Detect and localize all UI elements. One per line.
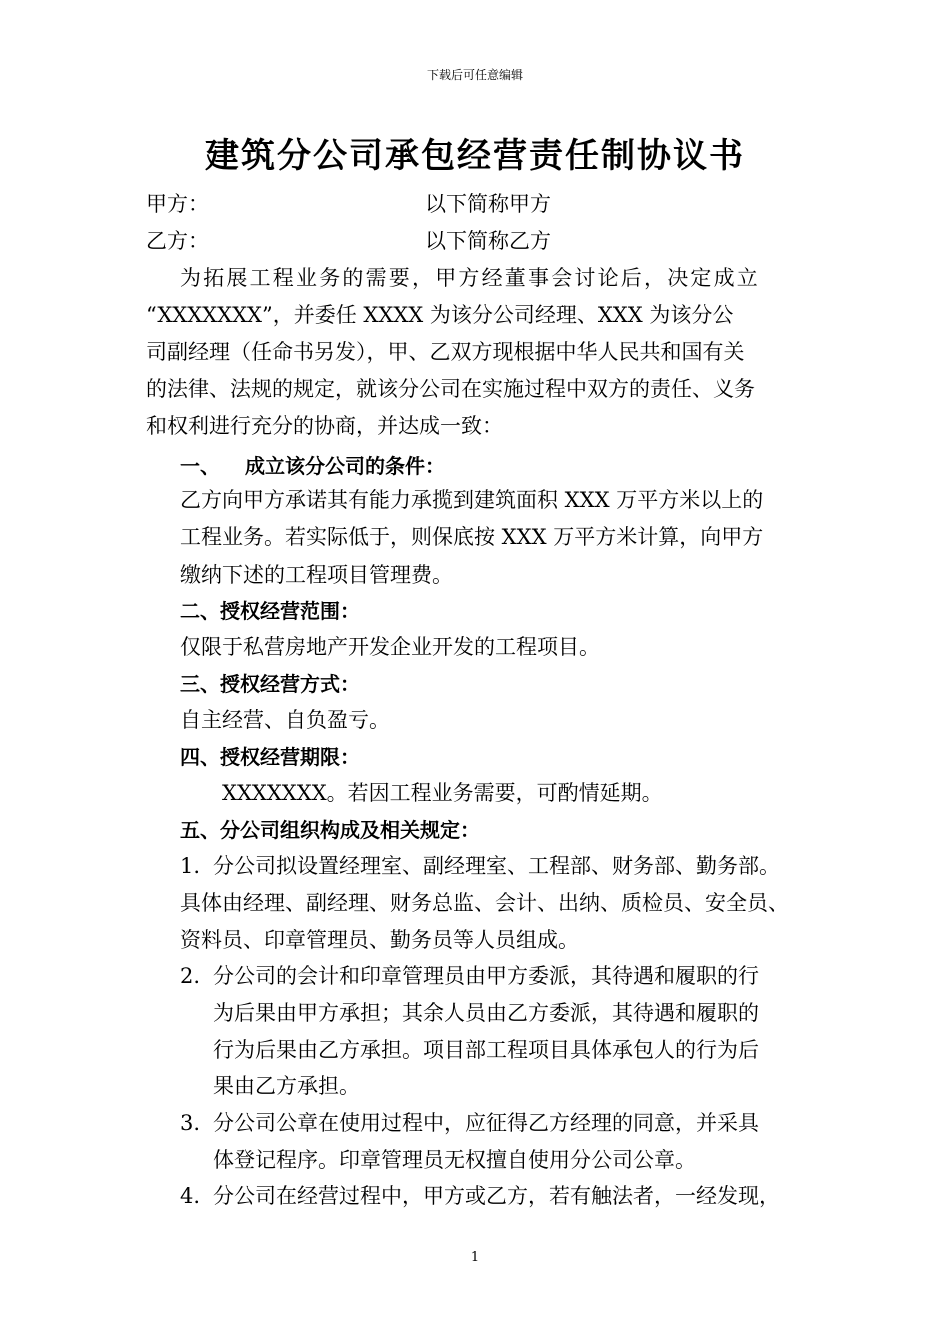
party-a-label: 甲方：	[146, 192, 209, 216]
list-item-line: 为后果由甲方承担；其余人员由乙方委派，其待遇和履职的	[213, 1001, 759, 1025]
intro-line: 和权利进行充分的协商，并达成一致：	[146, 414, 503, 438]
section1-heading: 成立该分公司的条件：	[245, 454, 445, 478]
intro-line: 的法律、法规的规定，就该分公司在实施过程中双方的责任、义务	[146, 377, 755, 401]
list-item-number: 2.	[180, 964, 201, 988]
list-item-line: 具体由经理、副经理、财务总监、会计、出纳、质检员、安全员、	[180, 891, 789, 915]
document-title: 建筑分公司承包经营责任制协议书	[205, 136, 745, 176]
section1-line: 缴纳下述的工程项目管理费。	[180, 563, 453, 587]
list-item-line: 行为后果由乙方承担。项目部工程项目具体承包人的行为后	[213, 1038, 759, 1062]
list-item-line: 分公司公章在使用过程中，应征得乙方经理的同意，并采具	[213, 1111, 759, 1135]
list-item-number: 4.	[180, 1184, 201, 1208]
list-item-line: 分公司拟设置经理室、副经理室、工程部、财务部、勤务部。	[213, 854, 780, 878]
party-b-note: 以下简称乙方	[425, 229, 551, 253]
section3-line: 自主经营、自负盈亏。	[180, 708, 390, 732]
page-number: 1	[470, 1250, 480, 1265]
party-a-note: 以下简称甲方	[425, 192, 551, 216]
section1-line: 乙方向甲方承诺其有能力承揽到建筑面积 XXX 万平方米以上的	[180, 488, 764, 512]
list-item-number: 1.	[180, 854, 201, 878]
section5-heading: 五、分公司组织构成及相关规定：	[180, 818, 480, 842]
list-item-line: 资料员、印章管理员、勤务员等人员组成。	[180, 928, 579, 952]
section4-heading: 四、授权经营期限：	[180, 745, 360, 769]
list-item-number: 3.	[180, 1111, 201, 1135]
party-b-label: 乙方：	[146, 229, 209, 253]
list-item-line: 体登记程序。印章管理员无权擅自使用分公司公章。	[213, 1148, 696, 1172]
list-item-line: 果由乙方承担。	[213, 1074, 360, 1098]
intro-line: 为拓展工程业务的需要，甲方经董事会讨论后，决定成立	[180, 266, 760, 290]
section4-line: XXXXXXX。若因工程业务需要，可酌情延期。	[222, 781, 663, 805]
intro-line: “XXXXXXX”，并委任 XXXX 为该分公司经理、XXX 为该分公	[146, 303, 734, 327]
list-item-line: 分公司的会计和印章管理员由甲方委派，其待遇和履职的行	[213, 964, 759, 988]
list-item-line: 分公司在经营过程中，甲方或乙方，若有触法者，一经发现，	[213, 1184, 780, 1208]
section3-heading: 三、授权经营方式：	[180, 672, 360, 696]
section2-line: 仅限于私营房地产开发企业开发的工程项目。	[180, 635, 600, 659]
page-header: 下载后可任意编辑	[426, 68, 523, 82]
section2-heading: 二、授权经营范围：	[180, 599, 360, 623]
section1-number: 一、	[180, 454, 220, 478]
intro-line: 司副经理（任命书另发），甲、乙双方现根据中华人民共和国有关	[146, 340, 745, 364]
section1-line: 工程业务。若实际低于，则保底按 XXX 万平方米计算，向甲方	[180, 525, 764, 549]
